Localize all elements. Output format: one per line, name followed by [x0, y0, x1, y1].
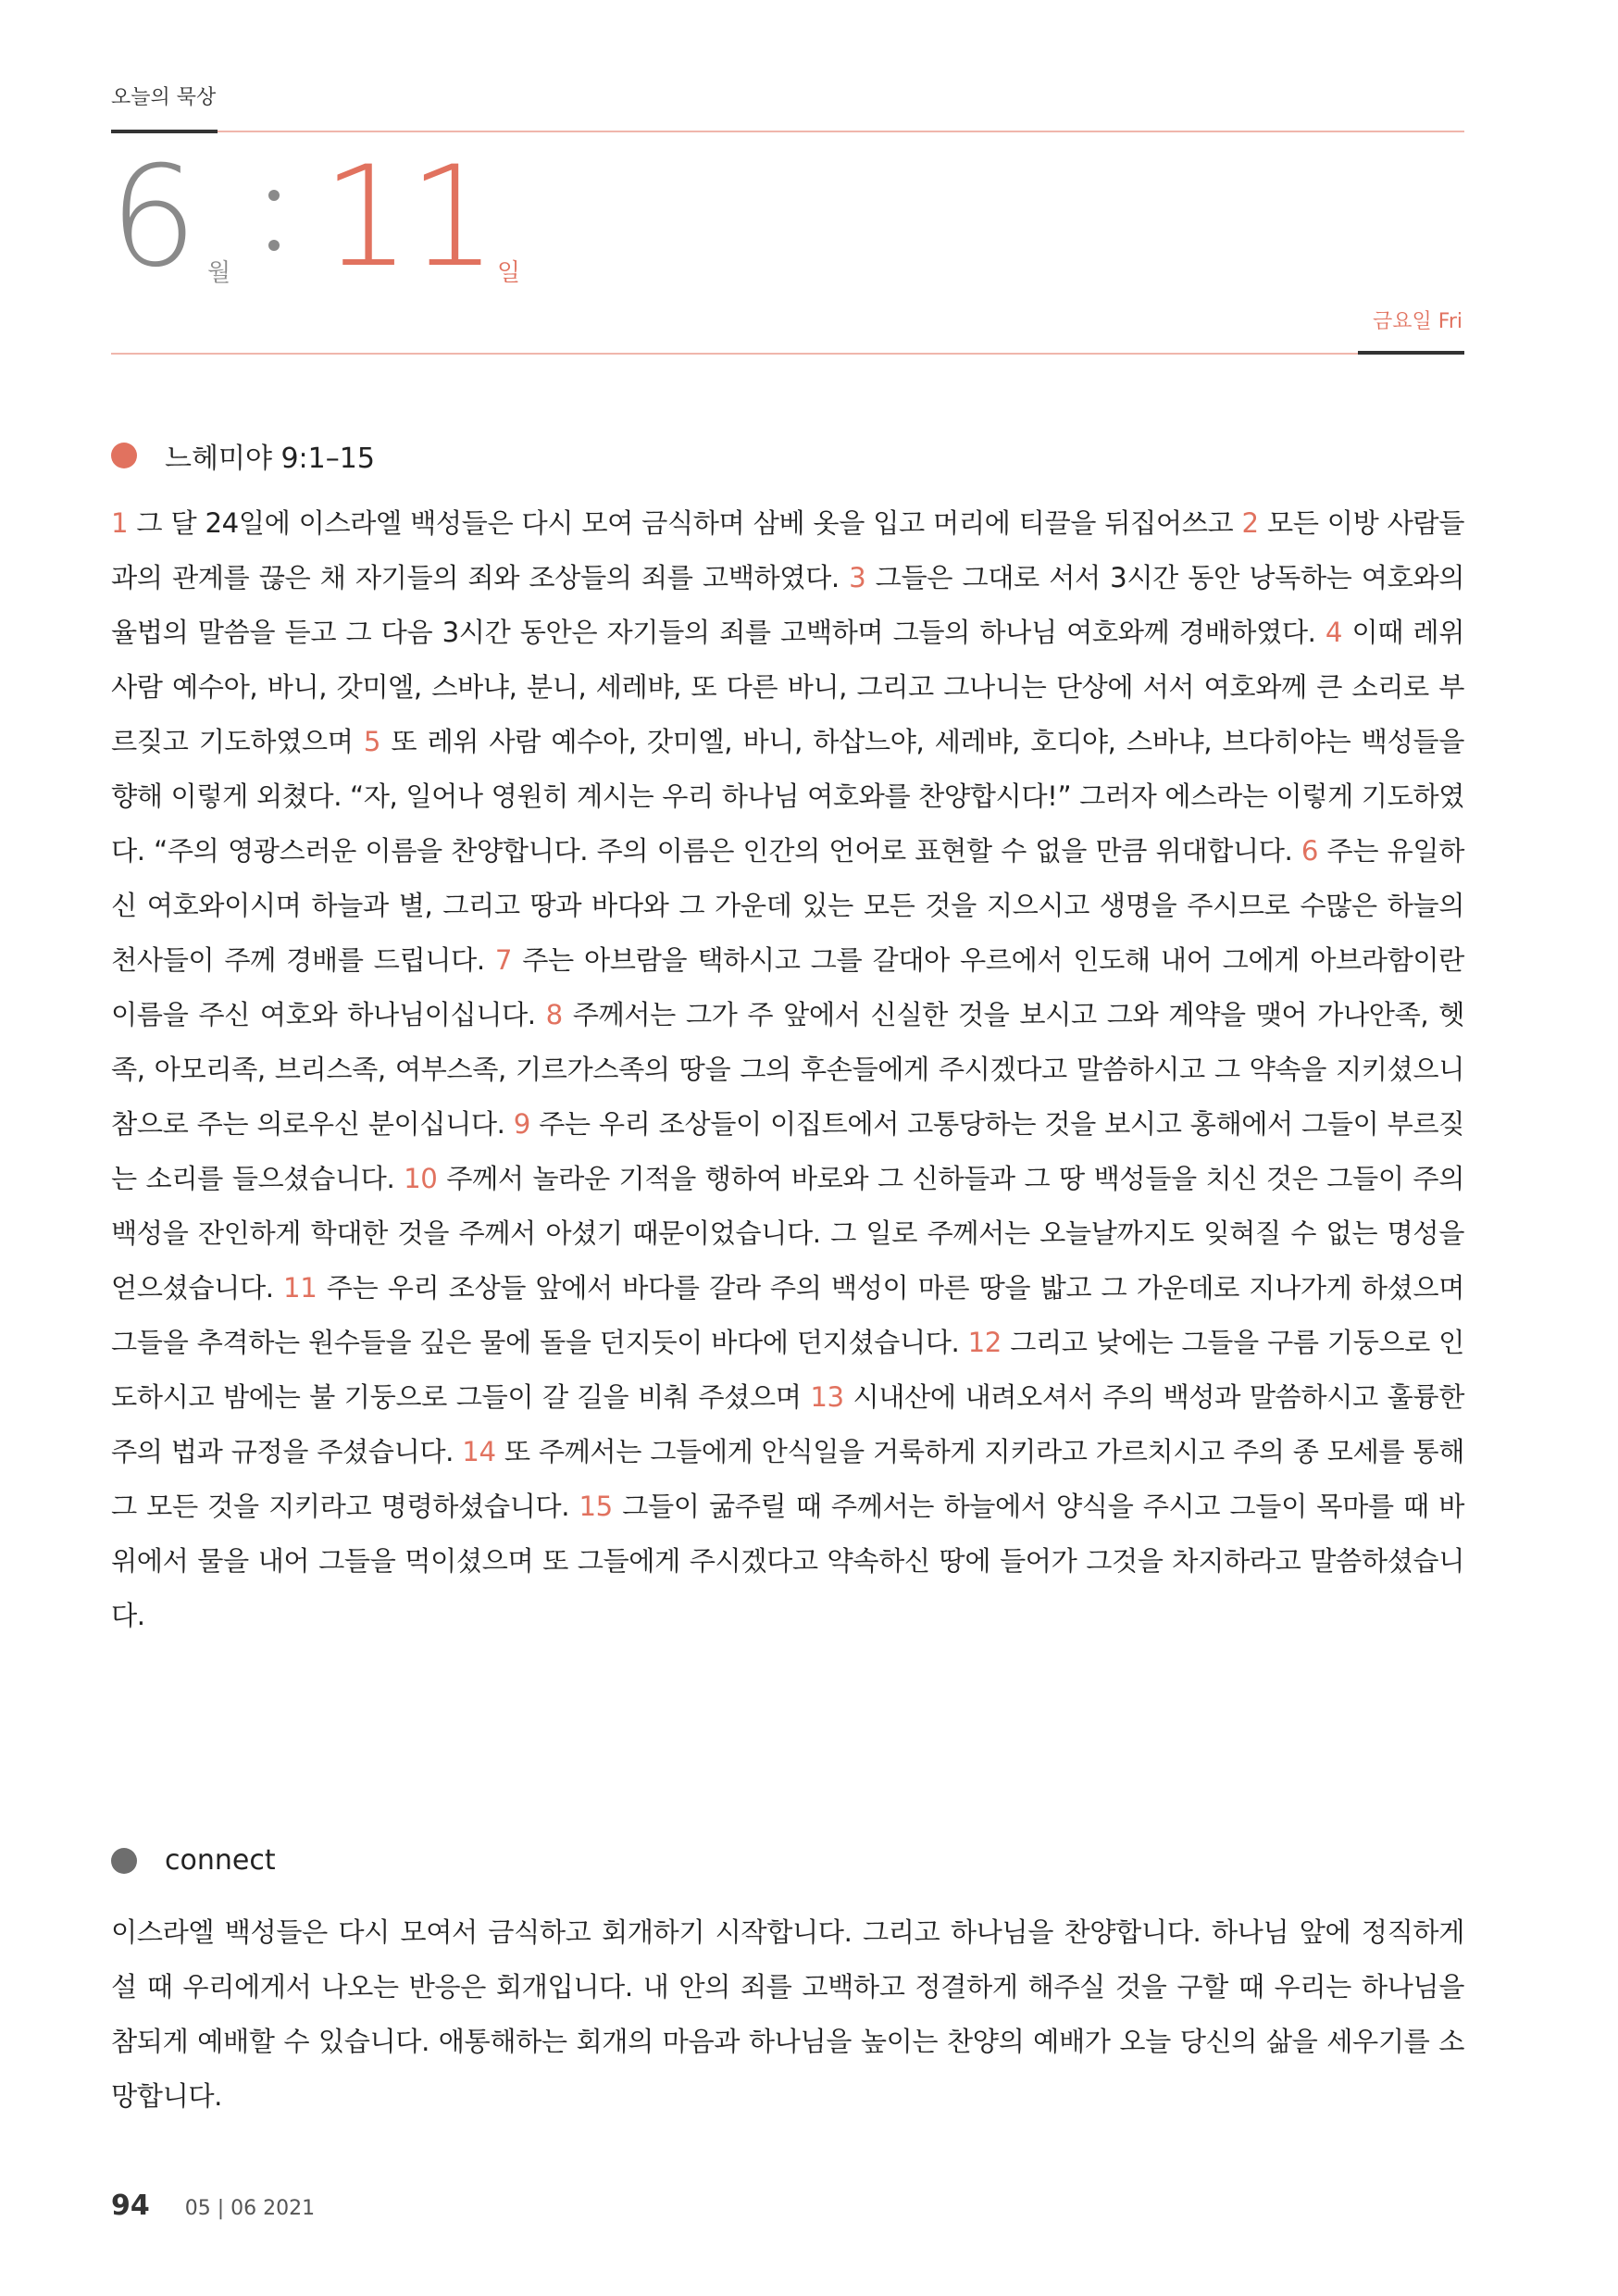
verse-text: 이때 레위 사람 예수아, 바니, 갓미엘, 스바냐, 분니, 세레뱌, 또 다른 바니, 그리고 그나니는 단상에 서서 여호와께 큰 소리로 부르짖고 기도하였으며 — [111, 617, 1465, 757]
verse-number: 1 — [111, 507, 129, 539]
header-label: 오늘의 묵상 — [111, 86, 217, 109]
verse-text: 모든 이방 사람들과의 관계를 끊은 채 자기들의 죄와 조상들의 죄를 고백하였다. — [111, 507, 1464, 593]
verse-number: 4 — [1325, 617, 1343, 648]
scripture-heading — [111, 435, 375, 476]
verse-number: 3 — [849, 562, 866, 593]
issue-date: 05 | 06 2021 — [184, 2197, 316, 2220]
connect-title: connect — [165, 1844, 276, 1877]
verse-text: 그들은 그대로 서서 3시간 동안 낭독하는 여호와의 율법의 말씀을 듣고 그 다음 3시간 동안은 자기들의 죄를 고백하며 그들의 하나님 여호와께 경배하였다. — [111, 562, 1465, 648]
verse-text: 주께서는 그가 주 앞에서 신실한 것을 보시고 그와 계약을 맺어 가나안족, 헷족, 아모리족, 브리스족, 여부스족, 기르가스족의 땅을 그의 후손들에게 주시겠다고 말씀하시고 그 약속을 지키셨으니 참으로 주는 의로우신 분이십니다. — [111, 999, 1464, 1140]
scripture-text — [111, 496, 1464, 1643]
date-month-unit: 월 — [207, 259, 231, 287]
verse-text: 그 달 24일에 이스라엘 백성들은 다시 모여 금식하며 삼베 옷을 입고 머리에 티끌을 뒤집어쓰고 — [128, 507, 1242, 539]
page-number: 94 — [111, 2190, 150, 2222]
verse-text: 또 레위 사람 예수아, 갓미엘, 바니, 하삽느야, 세레뱌, 호디야, 스바냐, 브다히야는 백성들을 향해 이렇게 외쳤다. “자, 일어나 영원히 계시는 우리 하나님 여호와를 찬양합시다!” 그러자 에스라는 이렇게 기도하였다. “주의 영광스러운 이름을 찬양합니다. 주의 이름은 인간의 언어로 표현할 수 없을 만큼 위대합니다. — [111, 726, 1464, 867]
scripture-reference: 느헤미야 9:1–15 — [165, 443, 375, 475]
verse-text: 주는 아브람을 택하시고 그를 갈대아 우르에서 인도해 내어 그에게 아브라함이란 이름을 주신 여호와 하나님이십니다. — [111, 944, 1464, 1030]
verse-number: 15 — [579, 1491, 613, 1522]
verse-text: 또 주께서는 그들에게 안식일을 거룩하게 지키라고 가르치시고 주의 종 모세를 통해 그 모든 것을 지키라고 명령하셨습니다. — [111, 1436, 1464, 1522]
verse-text: 그들이 굶주릴 때 주께서는 하늘에서 양식을 주시고 그들이 목마를 때 바위에서 물을 내어 그들을 먹이셨으며 또 그들에게 주시겠다고 약속하신 땅에 들어가 그것을 차지하라고 말씀하셨습니다. — [111, 1491, 1464, 1631]
verse-number: 8 — [545, 999, 563, 1030]
date-divider-thick — [1358, 351, 1464, 355]
footer — [111, 2190, 315, 2222]
verse-number: 2 — [1241, 507, 1259, 539]
verse-text: 시내산에 내려오셔서 주의 백성과 말씀하시고 훌륭한 주의 법과 규정을 주셨습니다. — [111, 1381, 1464, 1467]
weekday: 금요일 Fri — [1373, 310, 1462, 333]
verse-text: 주는 우리 조상들 앞에서 바다를 갈라 주의 백성이 마른 땅을 밟고 그 가운데로 지나가게 하셨으며 그들을 추격하는 원수들을 깊은 물에 돌을 던지듯이 바다에 던지셨습니다. — [111, 1272, 1464, 1358]
verse-number: 14 — [462, 1436, 496, 1467]
bullet-dot-icon — [111, 443, 137, 468]
verse-number: 5 — [363, 726, 380, 757]
date-colon — [268, 190, 281, 290]
date-month: 6 — [109, 137, 196, 298]
verse-number: 13 — [810, 1381, 844, 1413]
verse-number: 12 — [967, 1327, 1002, 1358]
header-rule-thick — [111, 130, 218, 133]
verse-text: 주는 우리 조상들이 이집트에서 고통당하는 것을 보시고 홍해에서 그들이 부르짖는 소리를 들으셨습니다. — [111, 1108, 1464, 1194]
connect-heading — [111, 1844, 276, 1877]
verse-text: 주께서 놀라운 기적을 행하여 바로와 그 신하들과 그 땅 백성들을 치신 것은 그들이 주의 백성을 잔인하게 학대한 것을 주께서 아셨기 때문이었습니다. 그 일로 주께서는 오늘날까지도 잊혀질 수 없는 명성을 얻으셨습니다. — [111, 1163, 1464, 1304]
date-day: 11 — [322, 137, 495, 298]
verse-text: 주는 유일하신 여호와이시며 하늘과 별, 그리고 땅과 바다와 그 가운데 있는 모든 것을 지으시고 생명을 주시므로 수많은 하늘의 천사들이 주께 경배를 드립니다. — [111, 835, 1464, 976]
connect-body: 이스라엘 백성들은 다시 모여서 금식하고 회개하기 시작합니다. 그리고 하나님을 찬양합니다. 하나님 앞에 정직하게 설 때 우리에게서 나오는 반응은 회개입니다. 내 안의 죄를 고백하고 정결하게 해주실 것을 구할 때 우리는 하나님을 참되게 예배할 수 있습니다. 애통해하는 회개의 마음과 하나님을 높이는 찬양의 예배가 오늘 당신의 삶을 세우기를 소망합니다. — [111, 1916, 1464, 2112]
verse-number: 10 — [404, 1163, 438, 1194]
verse-number: 6 — [1301, 835, 1319, 867]
verse-text: 그리고 낮에는 그들을 구름 기둥으로 인도하시고 밤에는 불 기둥으로 그들이 갈 길을 비춰 주셨으며 — [111, 1327, 1464, 1413]
verse-number: 9 — [513, 1108, 530, 1140]
date-day-unit: 일 — [497, 259, 521, 287]
verse-number: 11 — [283, 1272, 317, 1304]
bullet-dot-icon — [111, 1848, 137, 1874]
date-divider-thin — [111, 353, 1358, 355]
verse-number: 7 — [494, 944, 513, 976]
header-rule-thin — [218, 131, 1464, 132]
